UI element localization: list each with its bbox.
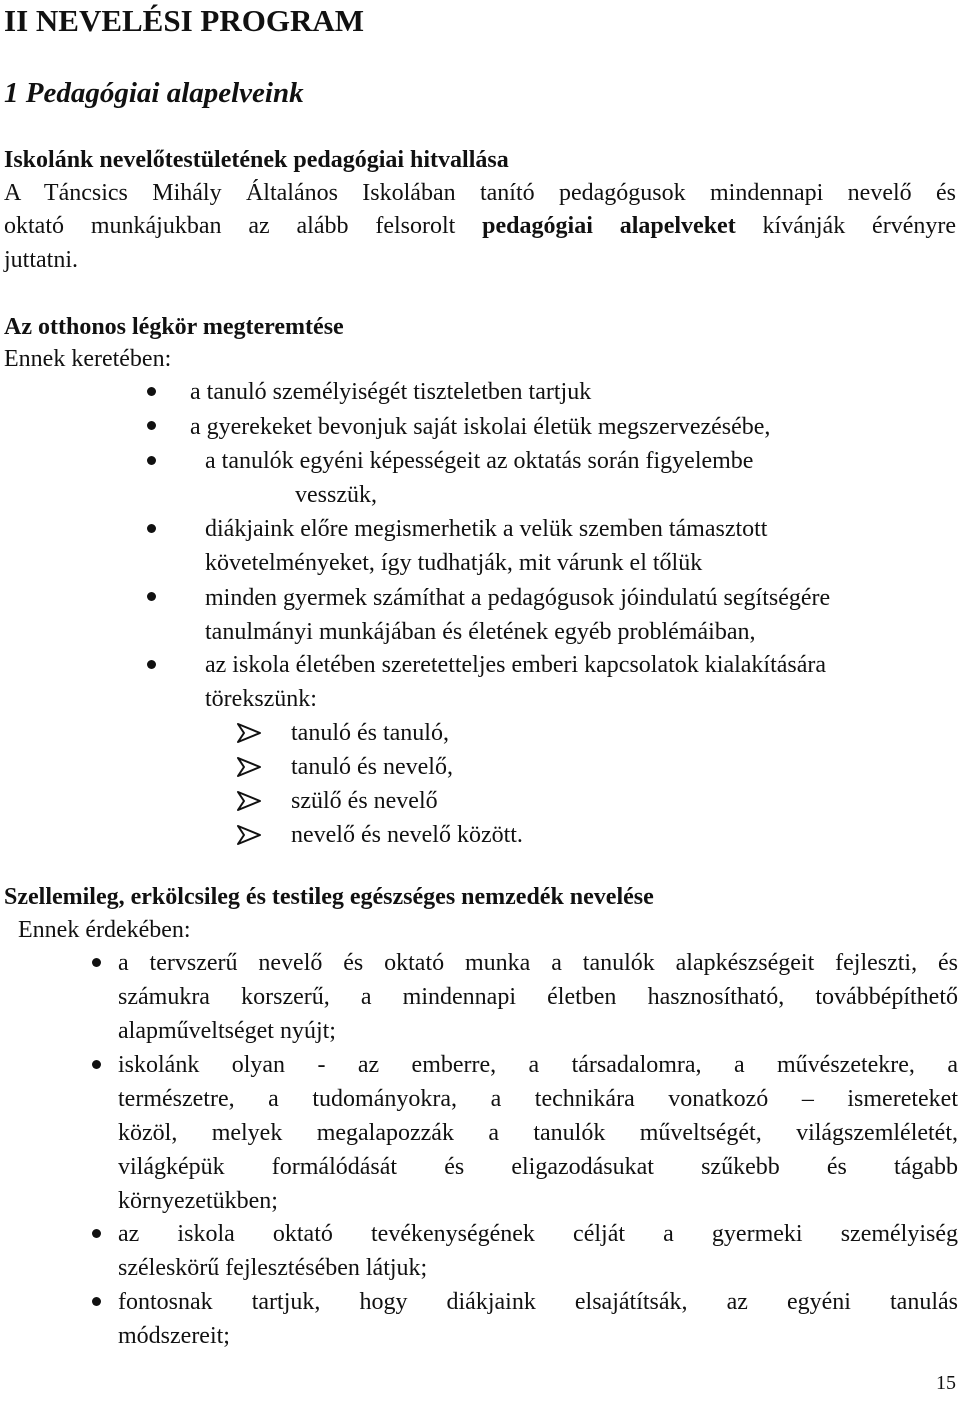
section2-item-3-line-1: az iskola oktató tevékenységének célját a gyermeki személyiség bbox=[118, 1221, 958, 1247]
chapter-heading: II NEVELÉSI PROGRAM bbox=[4, 3, 364, 38]
section2-item-1-line-2: számukra korszerű, a mindennapi életben hasznosítható, továbbépíthető bbox=[118, 984, 958, 1010]
intro-line-2-post: kívánják érvényre bbox=[735, 213, 956, 239]
section2-item-2-line-1: iskolánk olyan - az emberre, a társadalomra, a művészetekre, a bbox=[118, 1052, 958, 1078]
bullet-icon bbox=[92, 958, 101, 967]
section2-item-4-line-2: módszereit; bbox=[118, 1323, 230, 1349]
section1-item-4-line-1: diákjaink előre megismerhetik a velük szemben támasztott bbox=[205, 516, 768, 542]
intro-line-2-pre: oktató munkájukban az alább felsorolt bbox=[4, 213, 483, 239]
section1-item-2: a gyerekeket bevonjuk saját iskolai életük megszervezésébe, bbox=[190, 414, 771, 440]
bullet-icon bbox=[92, 1229, 101, 1238]
section1-item-5-line-2: tanulmányi munkájában és életének egyéb problémáiban, bbox=[205, 619, 756, 645]
section1-subitem-1: tanuló és tanuló, bbox=[291, 720, 449, 746]
section-heading: 1 Pedagógiai alapelveink bbox=[4, 77, 304, 109]
intro-bold-phrase: pedagógiai alapelveket bbox=[482, 213, 736, 239]
bullet-icon bbox=[147, 592, 156, 601]
section2-item-2-line-5: környezetükben; bbox=[118, 1188, 278, 1214]
arrowhead-bullet-icon bbox=[236, 756, 262, 778]
section1-item-6-line-1: az iskola életében szeretetteljes emberi kapcsolatok kialakítására bbox=[205, 652, 827, 678]
bullet-icon bbox=[147, 660, 156, 669]
intro-title: Iskolánk nevelőtestületének pedagógiai hitvallása bbox=[4, 147, 509, 173]
intro-line-1: A Táncsics Mihály Általános Iskolában tanító pedagógusok mindennapi nevelő és bbox=[4, 180, 956, 206]
arrowhead-bullet-icon bbox=[236, 824, 262, 846]
section1-item-6-line-2: törekszünk: bbox=[205, 686, 317, 712]
section1-item-4-line-2: követelményeket, így tudhatják, mit várunk el tőlük bbox=[205, 550, 703, 576]
section2-item-2-line-2: természetre, a tudományokra, a technikára vonatkozó – ismereteket bbox=[118, 1086, 958, 1112]
section2-title: Szellemileg, erkölcsileg és testileg egészséges nemzedék nevelése bbox=[4, 884, 654, 910]
section2-item-4-line-1: fontosnak tartjuk, hogy diákjaink elsajátítsák, az egyéni tanulás bbox=[118, 1289, 958, 1315]
section1-item-3-line-1: a tanulók egyéni képességeit az oktatás során figyelembe bbox=[205, 448, 754, 474]
section2-item-2-line-4: világképük formálódását és eligazodásukat szűkebb és tágabb bbox=[118, 1154, 958, 1180]
bullet-icon bbox=[92, 1060, 101, 1069]
bullet-icon bbox=[92, 1297, 101, 1306]
section1-subitem-4: nevelő és nevelő között. bbox=[291, 822, 523, 848]
page-number: 15 bbox=[936, 1372, 956, 1394]
intro-line-3: juttatni. bbox=[4, 247, 78, 273]
section1-item-5-line-1: minden gyermek számíthat a pedagógusok jóindulatú segítségére bbox=[205, 585, 831, 611]
section1-item-1: a tanuló személyiségét tiszteletben tartjuk bbox=[190, 379, 592, 405]
section1-lead: Ennek keretében: bbox=[4, 346, 172, 372]
section2-item-1-line-1: a tervszerű nevelő és oktató munka a tanulók alapkészségeit fejleszti, és bbox=[118, 950, 958, 976]
section2-lead: Ennek érdekében: bbox=[18, 917, 191, 943]
bullet-icon bbox=[147, 524, 156, 533]
section2-item-2-line-3: közöl, melyek megalapozzák a tanulók műveltségét, világszemléletét, bbox=[118, 1120, 958, 1146]
section2-item-3-line-2: széleskörű fejlesztésében látjuk; bbox=[118, 1255, 428, 1281]
section1-item-3-line-2: vesszük, bbox=[295, 482, 377, 508]
section1-subitem-3: szülő és nevelő bbox=[291, 788, 438, 814]
bullet-icon bbox=[147, 421, 156, 430]
arrowhead-bullet-icon bbox=[236, 722, 262, 744]
section2-item-1-line-3: alapműveltséget nyújt; bbox=[118, 1018, 336, 1044]
section1-subitem-2: tanuló és nevelő, bbox=[291, 754, 453, 780]
bullet-icon bbox=[147, 456, 156, 465]
intro-line-2 bbox=[4, 209, 956, 243]
section1-title: Az otthonos légkör megteremtése bbox=[4, 314, 344, 340]
arrowhead-bullet-icon bbox=[236, 790, 262, 812]
bullet-icon bbox=[147, 387, 156, 396]
